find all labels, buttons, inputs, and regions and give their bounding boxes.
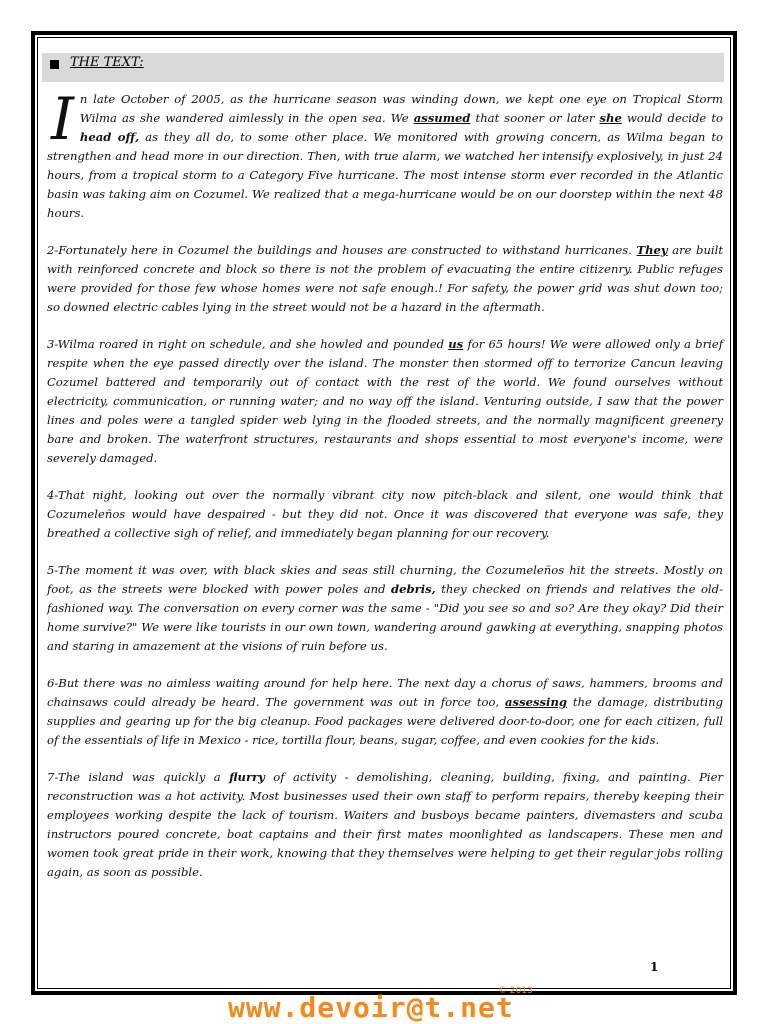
bullet-square-icon bbox=[50, 60, 59, 69]
keyword-they: They bbox=[636, 243, 668, 257]
keyword-assessing: assessing bbox=[505, 695, 567, 709]
header-bar bbox=[42, 53, 724, 82]
paragraph-4: 4-That night, looking out over the normally vibrant city now pitch-black and silent, one would think that Cozumeleños would have despaired - but they did not. Once it was discovered that everyone was safe, they breathed a collective sigh of relief, and immediately began planning for our recovery. bbox=[47, 488, 723, 540]
footer-watermark bbox=[228, 986, 538, 1024]
paragraph-7: 7-The island was quickly a flurry of activity - demolishing, cleaning, building, fixing, and painting. Pier reconstruction was a hot activity. Most businesses used their own staff to perform repairs, thereby keeping their employees working despite the lack of tourism. Waiters and busboys became painters, divemasters and scuba instructors poured concrete, boat captains and their first mates moonlighted as landscapers. These men and women took great pride in their work, knowing that they themselves were helping to get their regular jobs rolling again, as soon as possible. bbox=[47, 770, 723, 879]
keyword-debris: debris, bbox=[391, 582, 436, 596]
site-watermark: www.devoir@t.net bbox=[228, 991, 514, 1024]
keyword-she: she bbox=[599, 111, 622, 125]
paragraph-1: In late October of 2005, as the hurricane season was winding down, we kept one eye on Tropical Storm Wilma as she wandered aimlessly in the open sea. We assumed that sooner or later she would decide to head off, as they all do, to some other place. We monitored with growing concern, as Wilma began to strengthen and head more in our direction. Then, with true alarm, we watched her intensify explosively, in just 24 hours, from a tropical storm to a Category Five hurricane. The most intense storm ever recorded in the Atlantic basin was taking aim on Cozumel. We realized that a mega-hurricane would be on our doorstep within the next 48 hours. bbox=[47, 85, 724, 220]
page-number: 1 bbox=[650, 960, 659, 974]
keyword-flurry: flurry bbox=[229, 770, 265, 784]
paragraph-3: 3-Wilma roared in right on schedule, and she howled and pounded us for 65 hours! We were allowed only a brief respite when the eye passed directly over the island. The monster then stormed off to terrorize Cancun leaving Cozumel battered and temporarily out of contact with the rest of the world. We found ourselves without electricity, communication, or running water; and no way off the island. Venturing outside, I saw that the power lines and poles were a tangled spider web lying in the flooded streets, and the normally magnificent greenery bare and broken. The waterfront structures, restaurants and shops essential to most everyone's income, were severely damaged. bbox=[47, 337, 723, 465]
paragraph-5: 5-The moment it was over, with black skies and seas still churning, the Cozumeleños hit the streets. Mostly on foot, as the streets were blocked with power poles and debris, they checked on friends and relatives the old-fashioned way. The conversation on every corner was the same - "Did you see so and so? Are they okay? Did their home survive?" We were like tourists in our own town, wandering around gawking at everything, snapping photos and staring in amazement at the visions of ruin before us. bbox=[47, 563, 723, 653]
keyword-us: us bbox=[448, 337, 464, 351]
drop-cap: I bbox=[51, 85, 74, 153]
copyright-note: © 2013 bbox=[498, 986, 533, 996]
section-title: THE TEXT: bbox=[70, 55, 144, 70]
keyword-assumed: assumed bbox=[413, 111, 471, 125]
article-body bbox=[47, 85, 724, 900]
paragraph-6: 6-But there was no aimless waiting around for help here. The next day a chorus of saws, hammers, brooms and chainsaws could already be heard. The government was out in force too, assessing the damage, distributing supplies and gearing up for the big cleanup. Food packages were delivered door-to-door, one for each citizen, full of the essentials of life in Mexico - rice, tortilla flour, beans, sugar, coffee, and even cookies for the kids. bbox=[47, 676, 723, 747]
paragraph-2: 2-Fortunately here in Cozumel the buildings and houses are constructed to withstand hurricanes. They are built with reinforced concrete and block so there is not the problem of evacuating the entire citizenry. Public refuges were provided for those few whose homes were not safe enough.! For safety, the power grid was shut down too; so downed electric cables lying in the street would not be a hazard in the aftermath. bbox=[47, 243, 723, 314]
keyword-head-off: head off, bbox=[79, 130, 140, 144]
